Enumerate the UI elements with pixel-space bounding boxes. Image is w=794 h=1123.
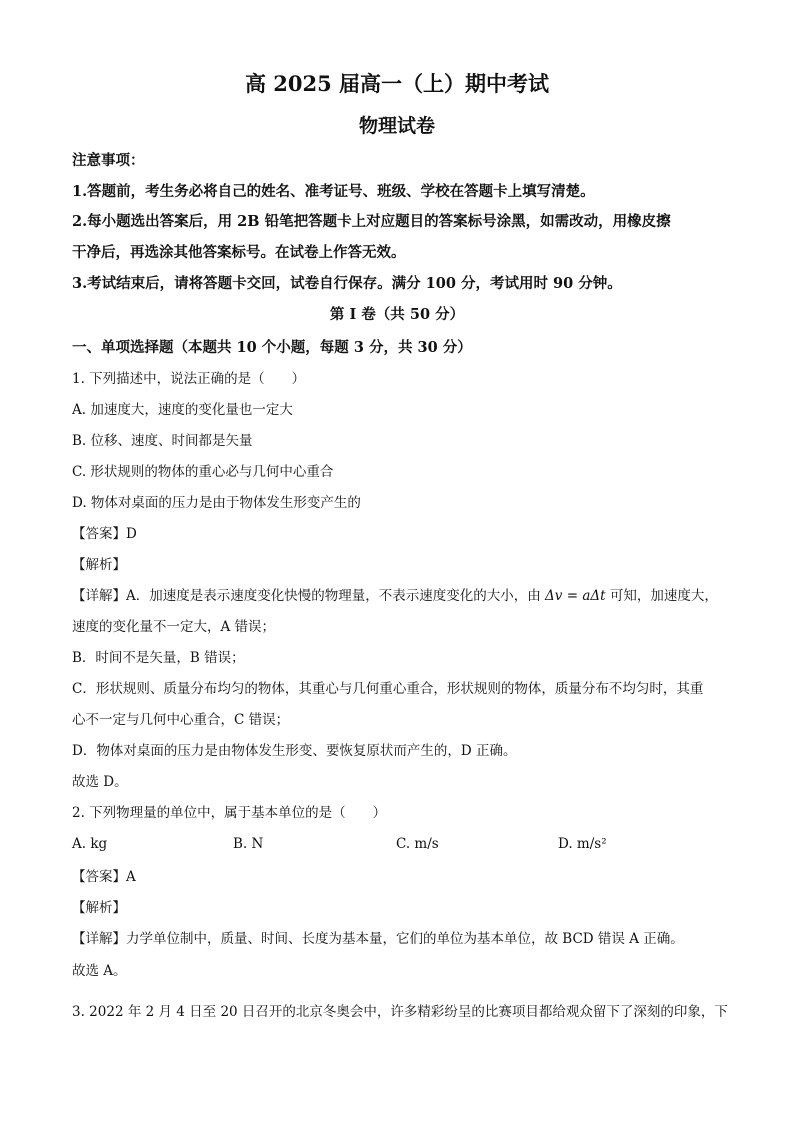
section1-heading: 一、单项选择题（本题共 10 个小题，每题 3 分，共 30 分） bbox=[72, 339, 472, 356]
q1-detail-text-b: 可知，加速度大， bbox=[609, 588, 718, 604]
q1-option-d: D. 物体对桌面的压力是由于物体发生形变产生的 bbox=[72, 495, 361, 511]
q2-option-d: D. m/s² bbox=[558, 836, 607, 852]
q1-detail-line-6: D．物体对桌面的压力是由物体发生形变、要恢复原状而产生的，D 正确。 bbox=[72, 743, 517, 759]
q2-conclusion: 故选 A。 bbox=[72, 963, 127, 979]
q1-detail-line-2: 速度的变化量不一定大，A 错误； bbox=[72, 619, 276, 635]
q1-conclusion: 故选 D。 bbox=[72, 774, 128, 790]
notice-item-2-line-1: 2.每小题选出答案后，用 2B 铅笔把答题卡上对应题目的答案标号涂黑，如需改动，用橡皮擦 bbox=[72, 213, 671, 230]
q2-option-a: A. kg bbox=[72, 836, 108, 852]
q2-analysis-label: 【解析】 bbox=[72, 900, 126, 916]
q1-detail-line-3: B．时间不是矢量，B 错误； bbox=[72, 650, 245, 666]
q1-option-c: C. 形状规则的物体的重心必与几何中心重合 bbox=[72, 464, 334, 480]
notice-item-3: 3.考试结束后，请将答题卡交回，试卷自行保存。满分 100 分，考试用时 90 分钟。 bbox=[72, 275, 622, 292]
notice-heading: 注意事项： bbox=[72, 152, 145, 169]
q1-option-b: B. 位移、速度、时间都是矢量 bbox=[72, 433, 253, 449]
q2-stem: 2. 下列物理量的单位中，属于基本单位的是（ ） bbox=[72, 805, 387, 821]
q1-answer: 【答案】D bbox=[72, 526, 137, 542]
part1-title: 第 I 卷（共 50 分） bbox=[329, 306, 465, 323]
notice-item-1: 1.答题前，考生务必将自己的姓名、准考证号、班级、学校在答题卡上填写清楚。 bbox=[72, 183, 595, 200]
q1-formula: Δv = aΔt bbox=[545, 588, 606, 604]
q1-option-a: A. 加速度大，速度的变化量也一定大 bbox=[72, 402, 293, 418]
exam-subtitle: 物理试卷 bbox=[358, 115, 435, 137]
q1-detail-line-1 bbox=[72, 586, 732, 606]
notice-item-2-line-2: 干净后，再选涂其他答案标号。在试卷上作答无效。 bbox=[72, 244, 406, 261]
q2-option-c: C. m/s bbox=[396, 836, 439, 852]
q2-answer: 【答案】A bbox=[72, 869, 136, 885]
q1-stem: 1. 下列描述中，说法正确的是（ ） bbox=[72, 371, 306, 387]
q1-detail-text-a: 【详解】A．加速度是表示速度变化快慢的物理量，不表示速度变化的大小，由 bbox=[72, 588, 541, 604]
q1-detail-line-4: C．形状规则、质量分布均匀的物体，其重心与几何重心重合，形状规则的物体，质量分布不均匀时，其重 bbox=[72, 681, 704, 697]
q1-analysis-label: 【解析】 bbox=[72, 557, 126, 573]
q1-detail-line-5: 心不一定与几何中心重合，C 错误； bbox=[72, 712, 290, 728]
q2-detail: 【详解】力学单位制中，质量、时间、长度为基本量，它们的单位为基本单位，故 BCD 错误 A 正确。 bbox=[72, 931, 684, 947]
exam-title: 高 2025 届高一（上）期中考试 bbox=[244, 71, 550, 96]
q2-option-b: B. N bbox=[233, 836, 264, 852]
q3-stem: 3. 2022 年 2 月 4 日至 20 日召开的北京冬奥会中，许多精彩纷呈的比赛项目都给观众留下了深刻的印象，下 bbox=[72, 1004, 728, 1020]
